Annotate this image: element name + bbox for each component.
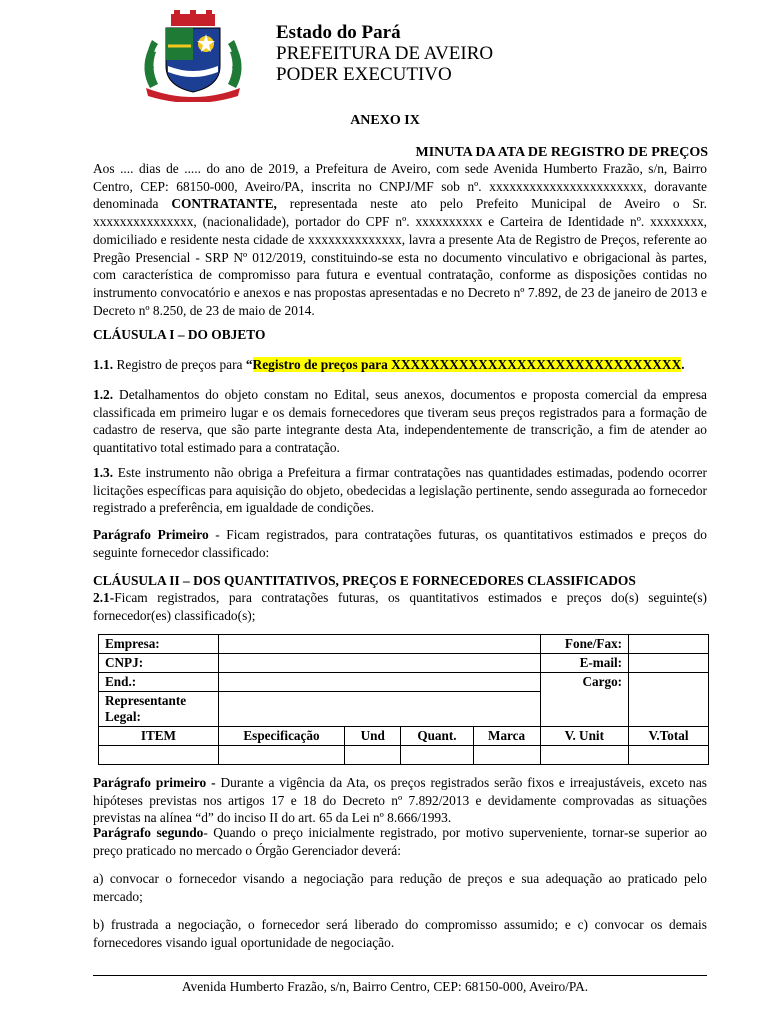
label-empresa: Empresa: bbox=[99, 635, 219, 654]
label-cnpj: CNPJ: bbox=[99, 654, 219, 673]
item-1-3-text: Este instrumento não obriga a Prefeitura a firmar contratações nas quantidades estimadas, podendo ocorrer licitações específicas para aquisição do objeto, obedecidas a legislação pertinente, sendo assegurada ao fornecedor registrado a preferência, em igualdade de condições. bbox=[93, 465, 707, 516]
paragraph-primeiro bbox=[93, 774, 707, 827]
field-fone-fax bbox=[629, 635, 709, 654]
item-1-2-number: 1.2. bbox=[93, 387, 114, 402]
col-v-total: V.Total bbox=[629, 727, 709, 746]
label-fone-fax: Fone/Fax: bbox=[540, 635, 629, 654]
supplier-form-table bbox=[98, 634, 709, 765]
item-1-1 bbox=[93, 356, 707, 374]
item-1-1-highlight: Registro de preços para XXXXXXXXXXXXXXXXXXXXXXXXXXXXXX bbox=[252, 357, 682, 372]
item-1-1-text: Registro de preços para bbox=[113, 357, 246, 372]
paragraph-first-label: Parágrafo Primeiro bbox=[93, 527, 209, 542]
item-1-1-open-quote: “ bbox=[245, 357, 253, 372]
letterhead-state: Estado do Pará bbox=[276, 22, 401, 43]
field-representante bbox=[218, 692, 540, 727]
col-item: ITEM bbox=[99, 727, 219, 746]
item-2-1-text: Ficam registrados, para contratações futuras, os quantitativos estimados e preços do(s) seguinte(s) fornecedor(es) classificado(s); bbox=[93, 590, 707, 623]
field-email bbox=[629, 654, 709, 673]
paragraph-segundo-label: Parágrafo segundo bbox=[93, 825, 204, 840]
paragraph-segundo bbox=[93, 824, 707, 859]
item-a: a) convocar o fornecedor visando a negociação para redução de preços e sua adequação ao praticado pelo mercado; bbox=[93, 871, 707, 904]
footer-address: Avenida Humberto Frazão, s/n, Bairro Centro, CEP: 68150-000, Aveiro/PA. bbox=[181, 979, 589, 994]
letterhead bbox=[276, 22, 493, 85]
item-2-1-number: 2.1- bbox=[93, 590, 115, 605]
minuta-title: MINUTA DA ATA DE REGISTRO DE PREÇOS bbox=[415, 145, 708, 160]
field-end bbox=[218, 673, 540, 692]
table-row bbox=[99, 746, 709, 765]
clause-2-title: CLÁUSULA II – DOS QUANTITATIVOS, PREÇOS E FORNECEDORES CLASSIFICADOS bbox=[93, 573, 636, 588]
col-especificacao: Especificação bbox=[218, 727, 344, 746]
letterhead-branch: PODER EXECUTIVO bbox=[276, 64, 452, 85]
intro-text-1: Aos .... dias de ..... do ano de 2019, a Prefeitura de Aveiro, com sede Avenida Humberto Frazão, s/n, Bairro Centro, CEP: 68150-000, Aveiro/PA, inscrita no CNPJ/MF sob nº. xxxxxxxxxxxxxxxxxxxxxxx, doravante denominada bbox=[93, 161, 707, 212]
item-1-3 bbox=[93, 464, 707, 517]
label-email: E-mail: bbox=[540, 654, 629, 673]
col-quant: Quant. bbox=[401, 727, 473, 746]
paragraph-segundo-text: - Quando o preço inicialmente registrado, por motivo superveniente, tornar-se superior ao preço praticado no mercado o Órgão Gerenciador deverá: bbox=[93, 825, 707, 858]
annex-title: ANEXO IX bbox=[350, 113, 420, 128]
item-1-2 bbox=[93, 386, 707, 457]
paragraph-primeiro-label: Parágrafo primeiro - bbox=[93, 775, 216, 790]
item-1-3-number: 1.3. bbox=[93, 465, 114, 480]
label-end: End.: bbox=[99, 673, 219, 692]
clause-1-title: CLÁUSULA I – DO OBJETO bbox=[93, 327, 266, 342]
paragraph-first bbox=[93, 526, 707, 561]
field-cargo bbox=[629, 673, 709, 727]
item-b: b) frustrada a negociação, o fornecedor será liberado do compromisso assumido; e c) convocar os demais fornecedores visando igual oportunidade de negociação. bbox=[93, 917, 707, 950]
intro-text-2: representada neste ato pelo Prefeito Municipal de Aveiro o Sr. xxxxxxxxxxxxxxx, (nacionalidade), portador do CPF nº. xxxxxxxxxx e Carteira de Identidade nº. xxxxxxxx, domiciliado e residente nesta cidade de xxxxxxxxxxxxxx, lavra a presente Ata de Registro de Preços, referente ao Pregão Presencial - SRP Nº 012/2019, constituindo-se esta no documento vinculativo e obrigacional às partes, com característica de compromisso para futura e eventual contratação, conforme as disposições contidas no instrumento convocatório e anexos e nas propostas apresentadas e no Decreto nº 7.892, de 23 de janeiro de 2013 e Decreto nº 8.250, de 23 de maio de 2014. bbox=[93, 196, 707, 318]
paragraph-first-text: - Ficam registrados, para contratações futuras, os quantitativos estimados e preços do seguinte fornecedor classificado: bbox=[93, 527, 707, 560]
label-representante: Representante Legal: bbox=[99, 692, 219, 727]
paragraph-primeiro-text: Durante a vigência da Ata, os preços registrados serão fixos e irreajustáveis, exceto nas hipóteses previstas nos artigos 17 e 18 do Decreto nº 7.892/2013 e devidamente comprovadas as situações previstas na alínea “d” do inciso II do art. 65 da Lei nº 8.666/1993. bbox=[93, 775, 707, 826]
item-1-1-end: . bbox=[681, 357, 685, 372]
item-2-1 bbox=[93, 589, 707, 624]
field-cnpj bbox=[218, 654, 540, 673]
label-cargo: Cargo: bbox=[540, 673, 629, 727]
intro-paragraph bbox=[93, 160, 707, 319]
municipal-seal-logo bbox=[138, 10, 248, 102]
intro-contratante: CONTRATANTE, bbox=[171, 196, 277, 212]
item-1-1-number: 1.1. bbox=[93, 357, 114, 372]
col-marca: Marca bbox=[473, 727, 540, 746]
field-empresa bbox=[218, 635, 540, 654]
item-1-2-text: Detalhamentos do objeto constam no Edital, seus anexos, documentos e proposta comercial da empresa classificada em primeiro lugar e os demais fornecedores que tiveram seus preços registrados para a formação de cadastro de reserva, que são parte integrante desta Ata, independentemente de transcrição, a fim de atender ao quantitativo total estimado para a contratação. bbox=[93, 387, 707, 456]
letterhead-prefecture: PREFEITURA DE AVEIRO bbox=[276, 43, 494, 64]
col-und: Und bbox=[345, 727, 401, 746]
footer-divider bbox=[93, 975, 707, 976]
col-v-unit: V. Unit bbox=[540, 727, 629, 746]
